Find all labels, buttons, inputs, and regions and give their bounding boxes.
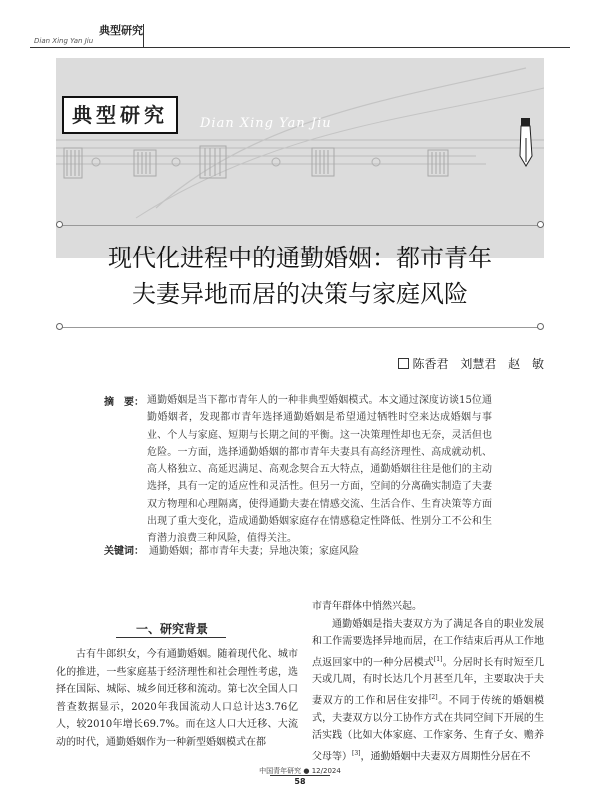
title-line-1: 现代化进程中的通勤婚姻：都市青年 bbox=[108, 244, 492, 272]
author-names: 陈香君 刘慧君 赵 敏 bbox=[412, 357, 544, 371]
rule-dot bbox=[537, 323, 544, 330]
abstract-label: 摘 要： bbox=[104, 397, 144, 408]
title-line-2: 夫妻异地而居的决策与家庭风险 bbox=[132, 280, 468, 308]
pillar-ornament-5 bbox=[428, 150, 448, 176]
body-column-right bbox=[312, 598, 544, 765]
pen-icon bbox=[520, 118, 532, 166]
keywords-label: 关键词： bbox=[104, 546, 144, 557]
page-number: 58 bbox=[294, 777, 306, 786]
running-header-tick bbox=[143, 24, 144, 47]
pillar-ornament-1 bbox=[64, 148, 82, 178]
citation-ref: [1] bbox=[433, 655, 443, 663]
footer-rule bbox=[270, 775, 330, 776]
title-rule-top bbox=[60, 225, 540, 226]
article-title bbox=[0, 240, 600, 312]
section-heading: 一、研究背景 bbox=[136, 622, 209, 636]
keywords-text: 通勤婚姻；都市青年夫妻；异地决策；家庭风险 bbox=[149, 546, 359, 557]
footer-journal: 中国青年研究 ● 12/2024 bbox=[259, 767, 341, 775]
citation-ref: [2] bbox=[429, 693, 438, 701]
running-header-subtitle: Dian Xing Yan Jiu bbox=[34, 37, 94, 45]
running-header-rule bbox=[30, 47, 570, 48]
banner-decoration bbox=[56, 58, 544, 258]
body-paragraph: 通勤婚姻是指夫妻双方为了满足各自的职业发展和工作需要选择异地而居，在工作结束后再从工作地点返回家中的一种分居模式[1]。分居时长有时短至几天或几周，有时长达几个月甚至几年，主要取决于夫妻双方的工作和居住安排[2]。不同于传统的婚姻模式，夫妻双方以分工协作方式在共同空间下开展的生活实践（比如大体家庭、工作家务、生育子女、赡养父母等）[3]，通勤婚姻中夫妻双方周期性分居在不 bbox=[312, 618, 545, 762]
rule-dot bbox=[56, 221, 63, 228]
abstract-text: 通勤婚姻是当下都市青年人的一种非典型婚姻模式。本文通过深度访谈15位通勤婚姻者，发现都市青年选择通勤婚姻是希望通过牺牲时空来达成婚姻与事业、个人与家庭、短期与长期之间的平衡。这一决策理性却也无奈，灵活但也危险。一方面，选择通勤婚姻的都市青年夫妻具有高经济理性、高成就动机、高人格独立、高延迟满足、高观念契合五大特点，通勤婚姻往往是他们的主动选择，具有一定的适应性和灵活性。但另一方面，空间的分离确实制造了夫妻双方物理和心理隔离，使得通勤夫妻在情感交流、生活合作、生育决策等方面出现了重大变化，造成通勤婚姻家庭存在情感稳定性降低、性别分工不公和生育潜力浪费三种风险，值得关注。 bbox=[147, 395, 492, 545]
rule-dot bbox=[537, 221, 544, 228]
body-paragraph-continued: 市青年群体中悄然兴起。 bbox=[312, 601, 422, 612]
section-heading-underline bbox=[116, 637, 226, 638]
body-paragraph: 古有牛郎织女，今有通勤婚姻。随着现代化、城市化的推进，一些家庭基于经济理性和社会理性考虑，选择在国际、城际、城乡间迁移和流动。第七次全国人口普查数据显示，2020年我国流动人口总计达3.76亿人，较2010年增长69.7%。而在这人口大迁移、大流动的时代，通勤婚姻作为一种新型婚姻模式在都 bbox=[56, 649, 298, 748]
banner-label: 典型研究 bbox=[62, 96, 178, 134]
running-header-title: 典型研究 bbox=[99, 24, 143, 37]
banner-script-text: Dian Xing Yan Jiu bbox=[200, 116, 332, 131]
body-column-left bbox=[56, 646, 298, 751]
pillar-ornament-4 bbox=[312, 148, 334, 176]
square-icon bbox=[398, 358, 409, 369]
title-rule-bottom bbox=[60, 327, 540, 328]
rule-dot bbox=[56, 323, 63, 330]
author-line bbox=[398, 355, 544, 372]
pillar-ornament-2 bbox=[134, 150, 156, 176]
pillar-ornament-3 bbox=[200, 146, 226, 178]
citation-ref: [3] bbox=[352, 749, 361, 757]
